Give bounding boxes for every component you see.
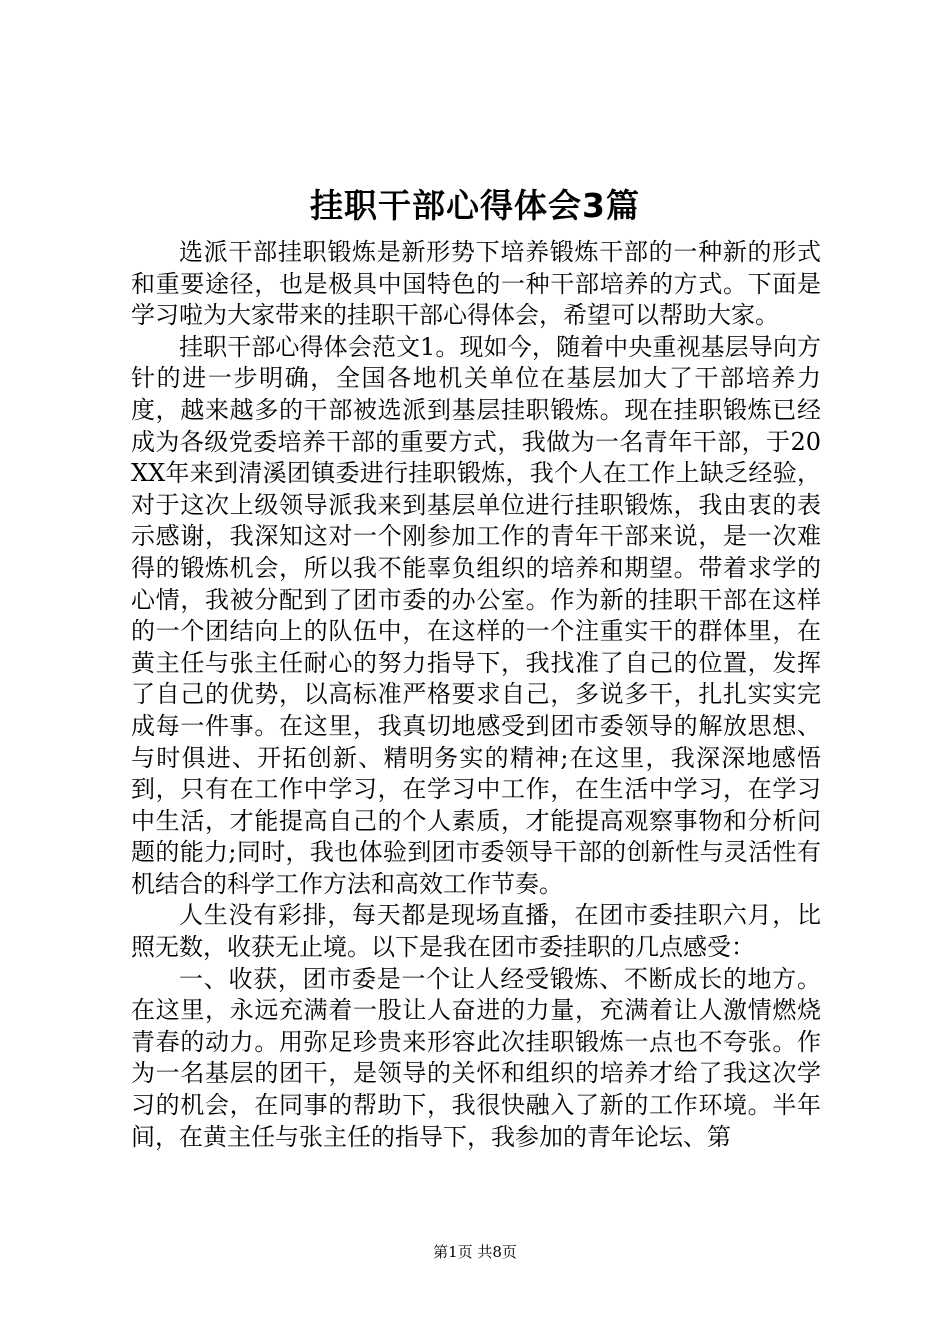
paragraph-intro: 选派干部挂职锻炼是新形势下培养锻炼干部的一种新的形式和重要途径，也是极具中国特色的一种干部培养的方式。下面是学习啦为大家带来的挂职干部心得体会，希望可以帮助大家。	[131, 238, 821, 330]
paragraph-harvest: 一、收获，团市委是一个让人经受锻炼、不断成长的地方。在这里，永远充满着一股让人奋进的力量，充满着让人激情燃烧青春的动力。用弥足珍贵来形容此次挂职锻炼一点也不夸张。作为一名基层的团干，是领导的关怀和组织的培养才给了我这次学习的机会，在同事的帮助下，我很快融入了新的工作环境。半年间，在黄主任与张主任的指导下，我参加的青年论坛、第	[131, 964, 821, 1151]
paragraph-life: 人生没有彩排，每天都是现场直播，在团市委挂职六月，比照无数，收获无止境。以下是我在团市委挂职的几点感受：	[131, 901, 821, 962]
document-title: 挂职干部心得体会3篇	[310, 186, 640, 225]
document-body	[131, 237, 821, 1153]
paragraph-sample-1: 挂职干部心得体会范文1。现如今，随着中央重视基层导向方针的进一步明确，全国各地机关单位在基层加大了干部培养力度，越来越多的干部被选派到基层挂职锻炼。现在挂职锻炼已经成为各级党委培养干部的重要方式，我做为一名青年干部，于20XX年来到清溪团镇委进行挂职锻炼，我个人在工作上缺乏经验，对于这次上级领导派我来到基层单位进行挂职锻炼，我由衷的表示感谢，我深知这对一个刚参加工作的青年干部来说，是一次难得的锻炼机会，所以我不能辜负组织的培养和期望。带着求学的心情，我被分配到了团市委的办公室。作为新的挂职干部在这样的一个团结向上的队伍中，在这样的一个注重实干的群体里，在黄主任与张主任耐心的努力指导下，我找准了自己的位置，发挥了自己的优势，以高标准严格要求自己，多说多干，扎扎实实完成每一件事。在这里，我真切地感受到团市委领导的解放思想、与时俱进、开拓创新、精明务实的精神;在这里，我深深地感悟到，只有在工作中学习，在学习中工作，在生活中学习，在学习中生活，才能提高自己的个人素质，才能提高观察事物和分析问题的能力;同时，我也体验到团市委领导干部的创新性与灵活性有机结合的科学工作方法和高效工作节奏。	[131, 332, 821, 898]
page-number-footer: 第1页 共8页	[433, 1243, 517, 1261]
